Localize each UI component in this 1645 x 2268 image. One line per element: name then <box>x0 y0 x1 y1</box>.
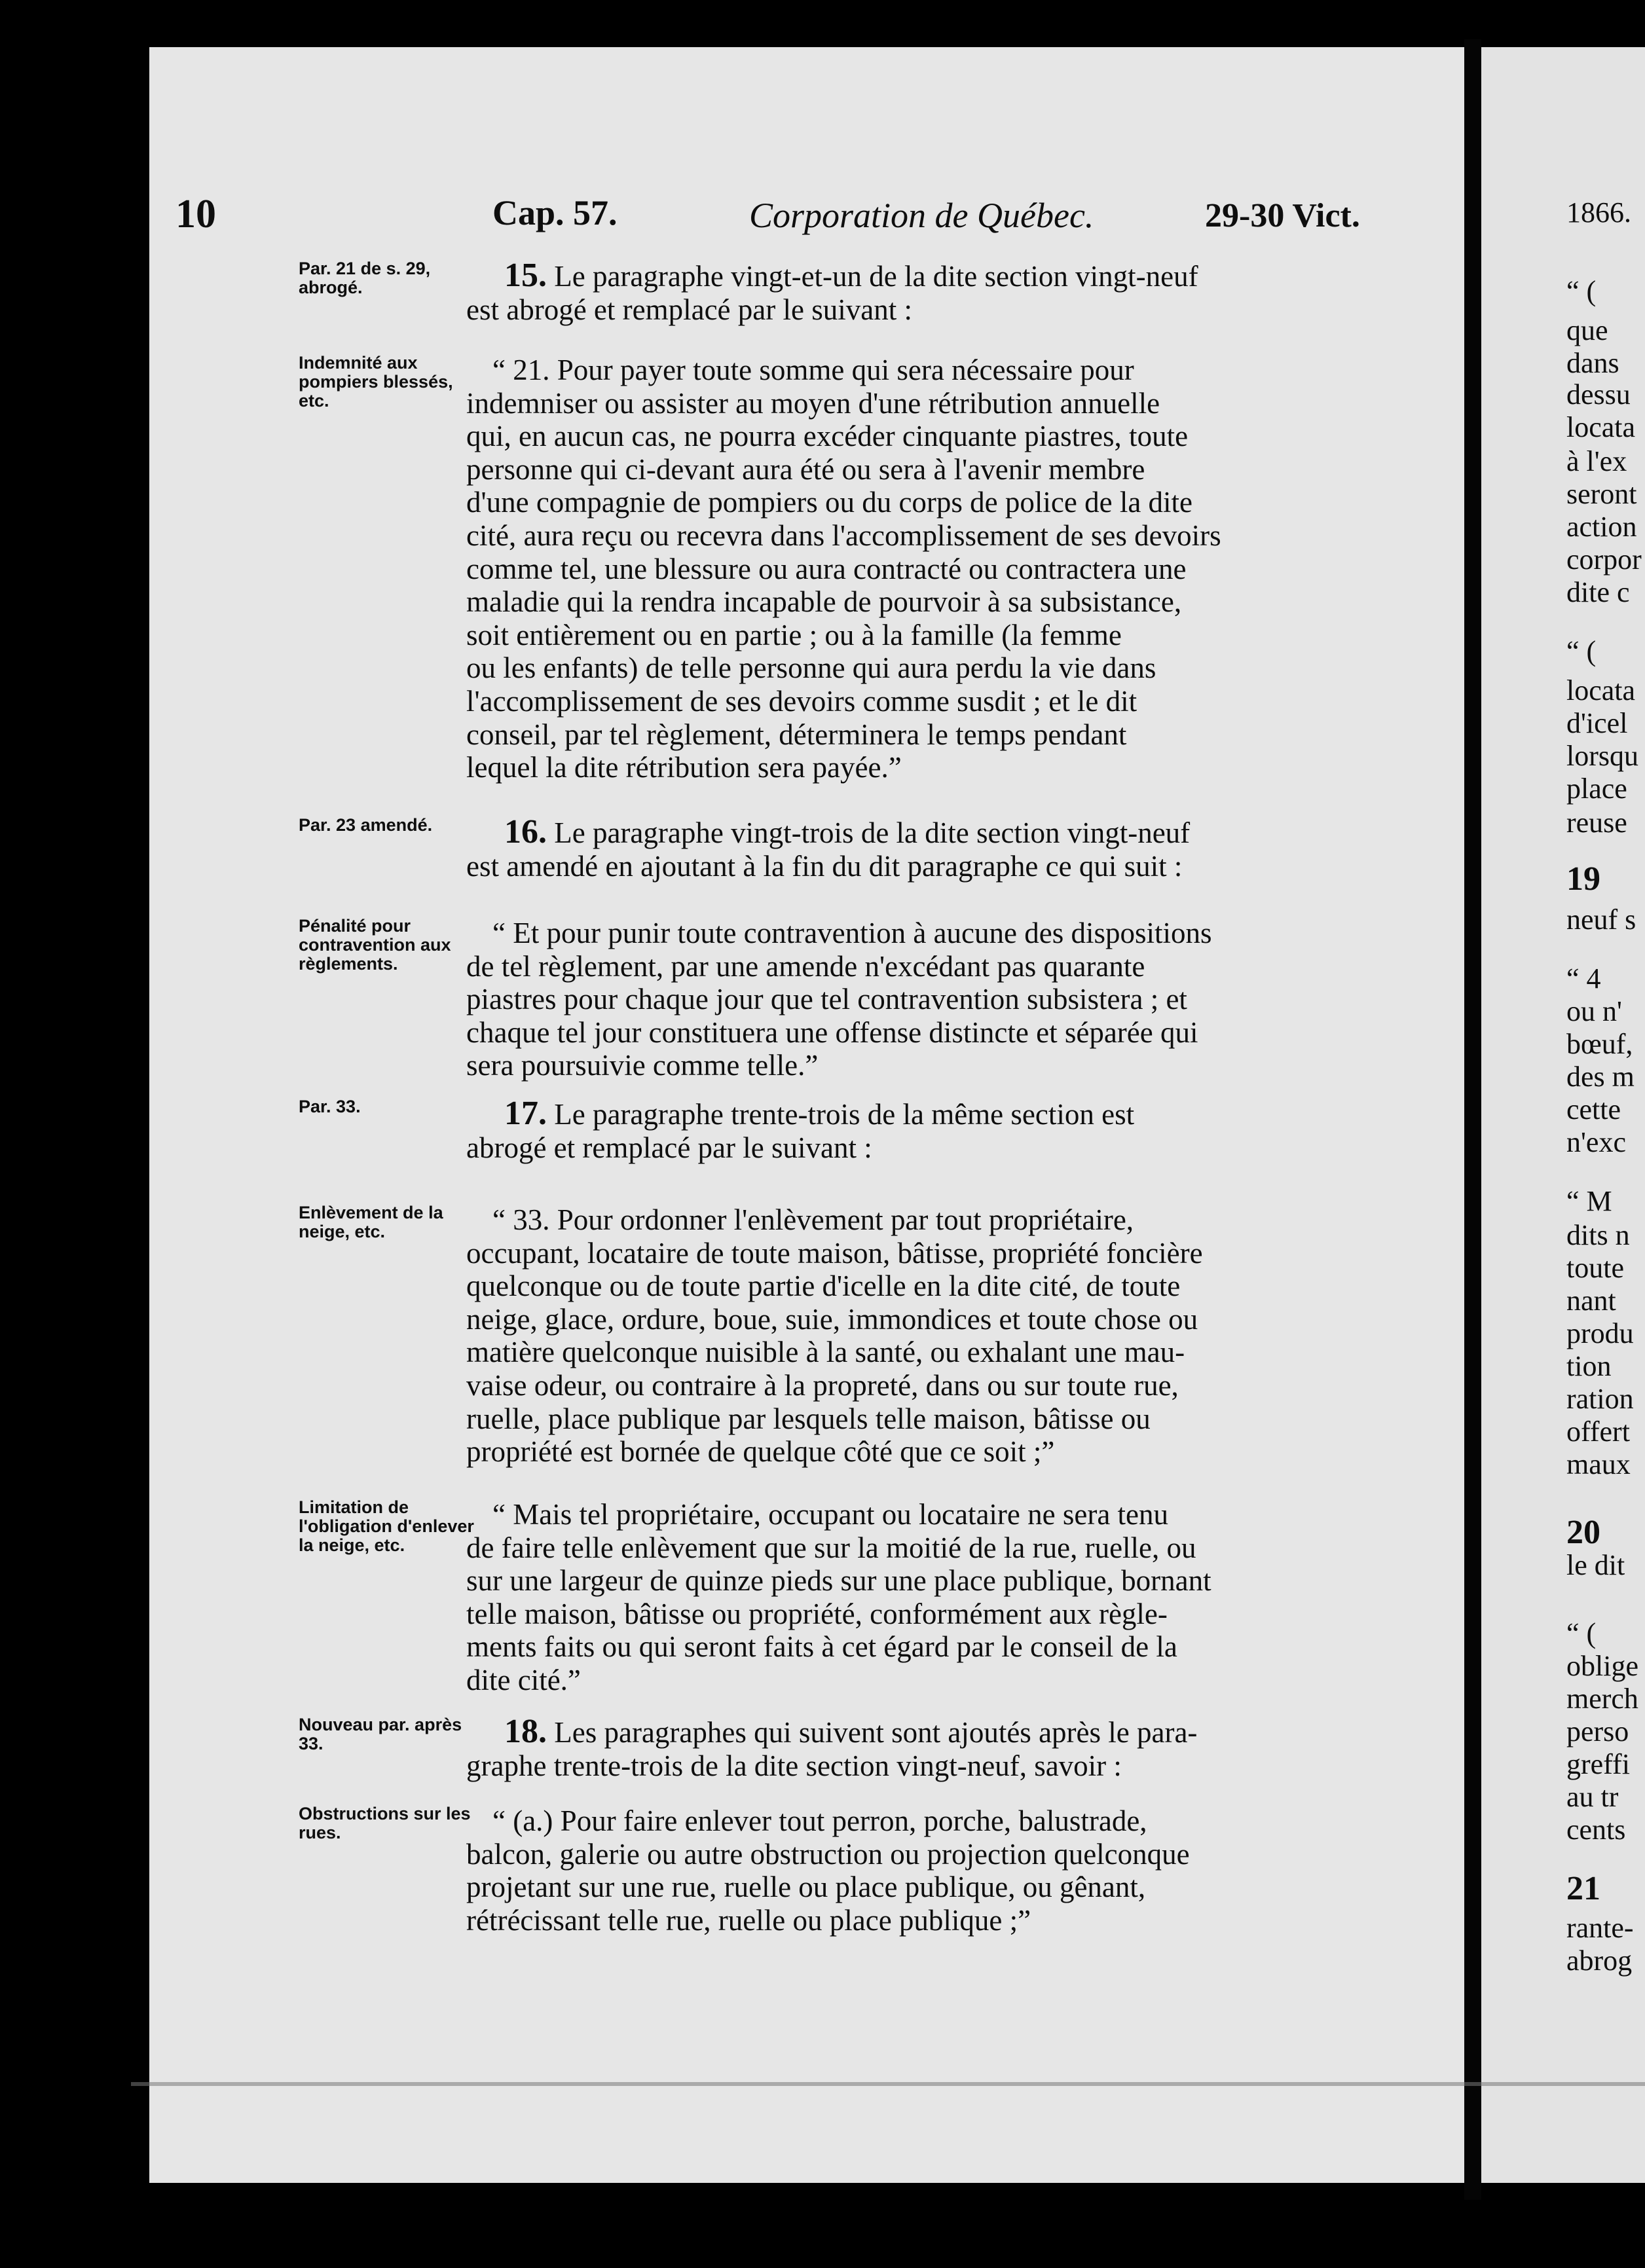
text-line: vaise odeur, ou contraire à la propreté, dans ou sur toute rue, <box>466 1368 1179 1402</box>
right-page-fragment: ou n' <box>1566 995 1622 1027</box>
right-page-fragment: locata <box>1566 411 1636 443</box>
right-page-fragment: seront <box>1566 478 1637 510</box>
text-line: telle maison, bâtisse ou propriété, conformément aux règle- <box>466 1597 1168 1630</box>
right-page-fragment: 1866. <box>1566 196 1631 229</box>
right-page-fragment: oblige <box>1566 1650 1638 1682</box>
text-line: abrogé et remplacé par le suivant : <box>466 1131 872 1164</box>
right-page-fragment: 21 <box>1566 1870 1600 1907</box>
page-gutter <box>1464 39 1481 2200</box>
right-page-fragment: “ 4 <box>1566 962 1601 995</box>
text-line: projetant sur une rue, ruelle ou place publique, ou gênant, <box>466 1871 1146 1904</box>
right-page-fragment: à l'ex <box>1566 445 1627 477</box>
right-page-fragment: neuf s <box>1566 904 1636 936</box>
text-line: Le paragraphe vingt-trois de la dite section vingt-neuf <box>554 816 1191 849</box>
section-number: 17. <box>504 1095 547 1132</box>
text-line: personne qui ci-devant aura été ou sera à l'avenir membre <box>466 452 1145 486</box>
right-page-fragment: perso <box>1566 1715 1629 1747</box>
section-17 <box>466 1097 1363 1164</box>
scan-artifact-line <box>131 2082 1645 2086</box>
margin-note-indemnite: Indemnité aux pompiers blessés, etc. <box>299 353 453 411</box>
margin-note-par21: Par. 21 de s. 29, abrogé. <box>299 259 431 297</box>
text-line: ments faits ou qui seront faits à cet égard par le conseil de la <box>466 1630 1177 1664</box>
regnal-year: 29-30 Vict. <box>1205 197 1360 234</box>
right-page-fragment: dessu <box>1566 378 1631 411</box>
right-page-fragment: “ ( <box>1566 275 1597 307</box>
text-line: “ 33. Pour ordonner l'enlèvement par tout propriétaire, <box>492 1203 1134 1236</box>
right-page-fragment: lorsqu <box>1566 740 1638 772</box>
text-line: “ Mais tel propriétaire, occupant ou locataire ne sera tenu <box>492 1498 1169 1531</box>
text-line: rétrécissant telle rue, ruelle ou place publique ;” <box>466 1903 1031 1937</box>
right-page-fragment: place <box>1566 773 1627 805</box>
right-page-fragment: merch <box>1566 1683 1638 1715</box>
section-number: 16. <box>504 813 547 850</box>
right-page-fragment: nant <box>1566 1285 1616 1317</box>
text-line: lequel la dite rétribution sera payée.” <box>466 751 902 784</box>
right-page-fragment: des m <box>1566 1061 1635 1093</box>
text-line: maladie qui la rendra incapable de pourvoir à sa subsistance, <box>466 585 1182 619</box>
margin-note-par33: Par. 33. <box>299 1097 361 1116</box>
right-page-fragment: que <box>1566 314 1608 346</box>
right-page-fragment: maux <box>1566 1448 1631 1480</box>
section-18 <box>466 1715 1363 1782</box>
text-line: “ (a.) Pour faire enlever tout perron, porche, balustrade, <box>492 1804 1147 1837</box>
right-page-fragment: “ ( <box>1566 1617 1597 1649</box>
right-page-fragment: abrog <box>1566 1945 1633 1977</box>
text-line: sera poursuivie comme telle.” <box>466 1049 819 1082</box>
right-page-fragment: reuse <box>1566 807 1627 839</box>
quote-paragraph-33 <box>466 1203 1363 1469</box>
text-line: ruelle, place publique par lesquels telle maison, bâtisse ou <box>466 1402 1151 1435</box>
right-page-fragment: dits n <box>1566 1219 1630 1251</box>
margin-note-penalite: Pénalité pour contravention aux règlements. <box>299 916 451 974</box>
right-page-fragment: “ ( <box>1566 635 1597 667</box>
section-number: 15. <box>504 257 547 294</box>
right-page-fragment: le dit <box>1566 1549 1625 1581</box>
right-page-fragment: d'icel <box>1566 707 1628 739</box>
right-page-fragment: n'exc <box>1566 1126 1626 1158</box>
text-line: occupant, locataire de toute maison, bâtisse, propriété foncière <box>466 1236 1203 1270</box>
section-16 <box>466 813 1363 883</box>
text-line: cité, aura reçu ou recevra dans l'accomplissement de ses devoirs <box>466 519 1221 552</box>
text-line: Les paragraphes qui suivent sont ajoutés après le para- <box>554 1716 1198 1749</box>
margin-note-obstructions: Obstructions sur les rues. <box>299 1804 471 1842</box>
text-line: chaque tel jour constituera une offense distincte et séparée qui <box>466 1015 1198 1049</box>
right-page-fragment: cents <box>1566 1814 1626 1846</box>
text-line: neige, glace, ordure, boue, suie, immondices et toute chose ou <box>466 1302 1198 1336</box>
text-line: de tel règlement, par une amende n'excédant pas quarante <box>466 949 1145 983</box>
right-page-fragment: locata <box>1566 674 1636 706</box>
right-page-fragment: bœuf, <box>1566 1028 1633 1060</box>
right-page-fragment: “ M <box>1566 1185 1612 1217</box>
text-line: est abrogé et remplacé par le suivant : <box>466 293 912 326</box>
right-page-fragment: offert <box>1566 1416 1630 1448</box>
text-line: dite cité.” <box>466 1663 581 1696</box>
right-page-fragment: dans <box>1566 347 1619 379</box>
right-page-fragment: produ <box>1566 1317 1634 1349</box>
right-page-fragment: cette <box>1566 1093 1621 1125</box>
right-page-fragment: corpor <box>1566 543 1642 576</box>
text-line: matière quelconque nuisible à la santé, ou exhalant une mau- <box>466 1336 1185 1369</box>
quote-paragraph-a <box>466 1804 1363 1937</box>
running-title: Corporation de Québec. <box>749 196 1094 235</box>
text-line: “ Et pour punir toute contravention à aucune des dispositions <box>492 917 1212 949</box>
right-page-fragment: 19 <box>1566 860 1600 898</box>
text-line: conseil, par tel règlement, déterminera le temps pendant <box>466 718 1127 751</box>
margin-note-nouveau-par: Nouveau par. après 33. <box>299 1715 462 1753</box>
right-page-fragment: 20 <box>1566 1514 1600 1551</box>
text-line: sur une largeur de quinze pieds sur une place publique, bornant <box>466 1564 1211 1598</box>
right-page-fragment: au tr <box>1566 1781 1619 1813</box>
margin-note-par23: Par. 23 amendé. <box>299 815 433 835</box>
text-line: Le paragraphe trente-trois de la même section est <box>554 1098 1135 1131</box>
text-line: “ 21. Pour payer toute somme qui sera nécessaire pour <box>492 354 1134 386</box>
text-line: ou les enfants) de telle personne qui aura perdu la vie dans <box>466 651 1156 685</box>
text-line: piastres pour chaque jour que tel contravention subsistera ; et <box>466 983 1187 1016</box>
text-line: indemniser ou assister au moyen d'une rétribution annuelle <box>466 386 1160 420</box>
margin-note-enlevement: Enlèvement de la neige, etc. <box>299 1203 443 1241</box>
section-15 <box>466 259 1363 326</box>
text-line: quelconque ou de toute partie d'icelle en la dite cité, de toute <box>466 1270 1181 1303</box>
text-line: propriété est bornée de quelque côté que ce soit ;” <box>466 1435 1055 1469</box>
text-line: soit entièrement ou en partie ; ou à la famille (la femme <box>466 618 1122 651</box>
text-line: d'une compagnie de pompiers ou du corps de police de la dite <box>466 486 1193 519</box>
right-page-fragment: ration <box>1566 1383 1634 1415</box>
quote-paragraph-23 <box>466 917 1363 1082</box>
quote-paragraph-21 <box>466 354 1363 784</box>
text-line: l'accomplissement de ses devoirs comme susdit ; et le dit <box>466 684 1137 718</box>
text-line: de faire telle enlèvement que sur la moitié de la rue, ruelle, ou <box>466 1531 1196 1564</box>
text-line: est amendé en ajoutant à la fin du dit paragraphe ce qui suit : <box>466 849 1183 883</box>
text-line: graphe trente-trois de la dite section vingt-neuf, savoir : <box>466 1749 1122 1782</box>
right-page-fragment: tion <box>1566 1350 1612 1382</box>
section-number: 18. <box>504 1713 547 1750</box>
right-page-fragment: rante- <box>1566 1912 1634 1944</box>
right-page-fragment: dite c <box>1566 576 1630 608</box>
text-line: comme tel, une blessure ou aura contracté ou contractera une <box>466 552 1187 585</box>
right-page-fragment: toute <box>1566 1252 1624 1284</box>
page-number: 10 <box>176 192 216 236</box>
right-page-fragment: greffi <box>1566 1748 1630 1780</box>
text-line: Le paragraphe vingt-et-un de la dite section vingt-neuf <box>554 260 1198 293</box>
chapter-label: Cap. 57. <box>492 193 618 232</box>
quote-limitation <box>466 1498 1363 1697</box>
text-line: qui, en aucun cas, ne pourra excéder cinquante piastres, toute <box>466 420 1189 453</box>
right-page-fragment: action <box>1566 511 1637 543</box>
text-line: balcon, galerie ou autre obstruction ou projection quelconque <box>466 1837 1190 1871</box>
margin-note-limitation: Limitation de l'obligation d'enlever la neige, etc. <box>299 1497 474 1555</box>
